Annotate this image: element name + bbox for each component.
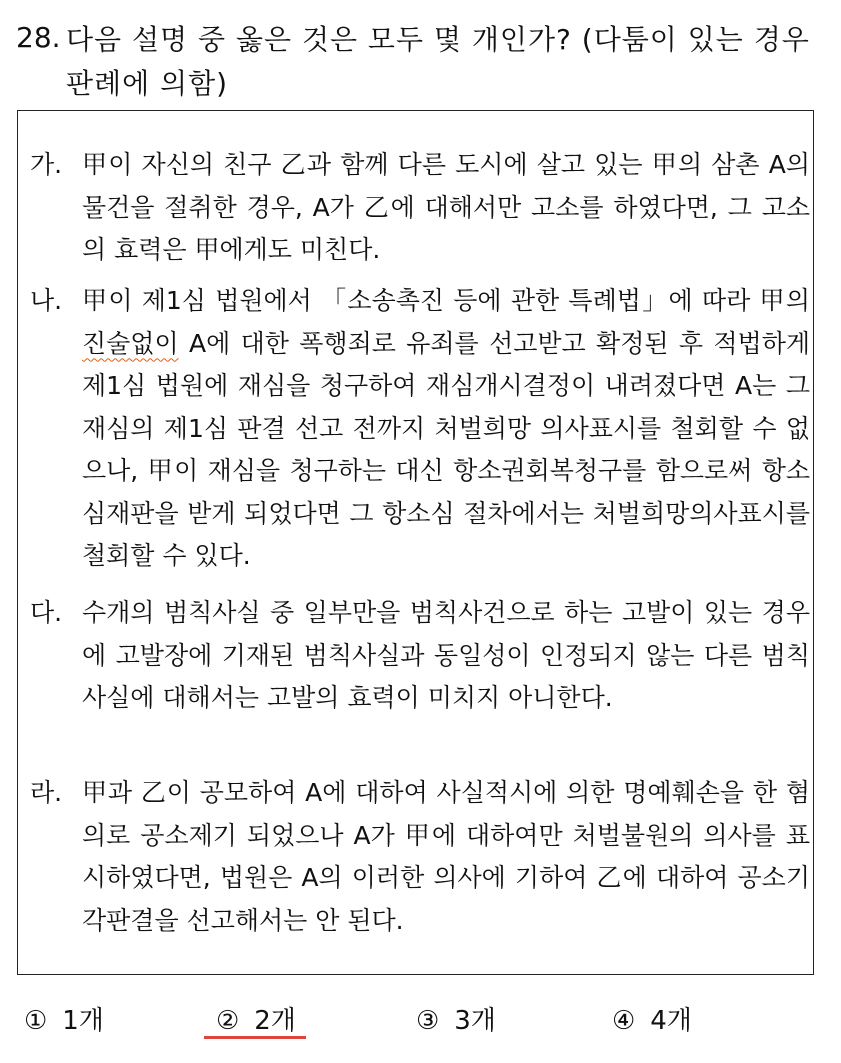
statement-ra xyxy=(30,772,810,942)
statement-text: 甲과 乙이 공모하여 A에 대하여 사실적시에 의한 명예훼손을 한 혐의로 공소제기 되었으나 A가 甲에 대하여만 처벌불원의 의사를 표시하였다면, 법원은 A의 이러한 의사에 기하여 乙에 대하여 공소기각판결을 선고해서는 안 된다. xyxy=(82,778,810,935)
answer-highlight-underline xyxy=(204,1036,306,1039)
statement-text-part: A에 대한 폭행죄로 유죄를 선고받고 확정된 후 적법하게 제1심 법원에 재심을 청구하여 재심개시결정이 내려졌다면 A는 그 재심의 제1심 판결 선고 전까지 처벌희망 의사표시를 철회할 수 없으나, 甲이 재심을 청구하는 대신 항소권회복청구를 함으로써 항소심재판을 받게 되었다면 그 항소심 절차에서는 처벌희망의사표시를 철회할 수 있다. xyxy=(82,328,810,570)
choice-1[interactable] xyxy=(24,1000,104,1037)
statement-text: 수개의 범칙사실 중 일부만을 범칙사건으로 하는 고발이 있는 경우에 고발장에 기재된 범칙사실과 동일성이 인정되지 않는 다른 범칙사실에 대해서는 고발의 효력이 미치지 아니한다. xyxy=(82,598,810,712)
choice-mark: ④ xyxy=(612,1006,636,1036)
choice-label: 3개 xyxy=(454,1006,496,1036)
statement-label: 다. xyxy=(30,598,63,627)
statement-text xyxy=(82,280,810,578)
statement-da xyxy=(30,592,810,720)
statement-text-part: 甲이 제1심 법원에서 「소송촉진 등에 관한 특례법」에 따라 甲의 xyxy=(82,286,810,315)
choice-3[interactable] xyxy=(416,1000,496,1037)
spellcheck-marked-word: 진술없이 xyxy=(82,328,179,358)
statement-text: 甲이 자신의 친구 乙과 함께 다른 도시에 살고 있는 甲의 삼촌 A의 물건을 절취한 경우, A가 乙에 대해서만 고소를 하였다면, 그 고소의 효력은 甲에게도 미친다. xyxy=(82,150,810,264)
question-text: 다음 설명 중 옳은 것은 모두 몇 개인가? (다툼이 있는 경우 판례에 의함) xyxy=(66,23,810,100)
statement-label: 가. xyxy=(30,150,63,179)
statement-na xyxy=(30,280,810,578)
statement-label: 나. xyxy=(30,286,63,315)
choice-mark: ③ xyxy=(416,1006,440,1036)
choice-label: 2개 xyxy=(254,1006,296,1036)
statement-label: 라. xyxy=(30,778,63,807)
question-number: 28. xyxy=(16,21,61,54)
statement-ga xyxy=(30,144,810,272)
answer-choices xyxy=(24,1000,824,1040)
choice-mark: ② xyxy=(216,1006,240,1036)
choice-mark: ① xyxy=(24,1006,48,1036)
choice-label: 4개 xyxy=(650,1006,692,1036)
choice-label: 1개 xyxy=(62,1006,104,1036)
choice-2[interactable] xyxy=(216,1000,296,1037)
choice-4[interactable] xyxy=(612,1000,692,1037)
